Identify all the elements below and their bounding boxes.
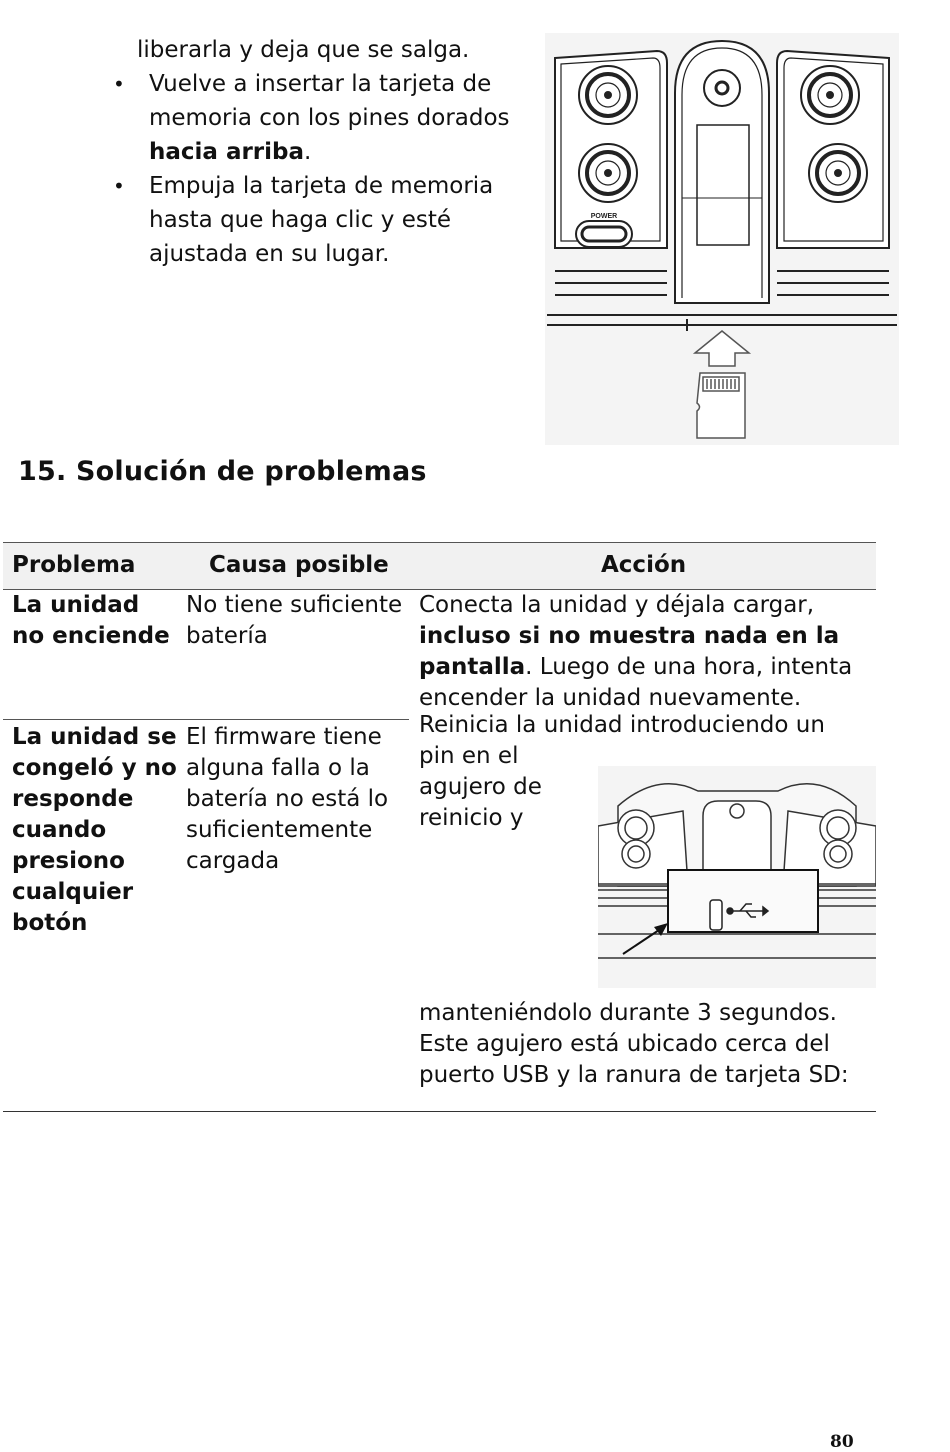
troubleshooting-table — [3, 542, 876, 1088]
table-header-row — [3, 542, 876, 590]
header-action: Acción — [601, 552, 687, 578]
header-cause: Causa posible — [209, 552, 389, 578]
intro-continuation: liberarla y deja que se salga. — [137, 37, 470, 63]
row1-cause: No tiene suficiente batería — [186, 592, 403, 649]
bullet-2-text: Empuja la tarjeta de memoria hasta que haga clic y esté ajustada en su lugar. — [149, 173, 494, 267]
intro-bullet-list — [110, 67, 530, 271]
table-bottom-rule — [3, 1111, 876, 1112]
center-unit-icon — [675, 41, 769, 303]
row1-action-post: . Luego de una hora, intenta encender la unidad nuevamente. — [419, 654, 853, 711]
row2-cause: El firmware tiene alguna falla o la batería no está lo suficientemente cargada — [186, 724, 389, 874]
header-problem: Problema — [12, 552, 136, 578]
power-label: POWER — [590, 213, 618, 220]
sd-slot-icon — [710, 900, 722, 930]
row2-problem: La unidad se congeló y no responde cuando presiono cualquier botón — [12, 724, 177, 936]
section-title: 15. Solución de problemas — [18, 456, 427, 487]
memory-card-icon — [697, 373, 745, 438]
row1-action — [419, 590, 871, 714]
bullet-1-bold: hacia arriba — [149, 139, 305, 165]
row1-action-pre: Conecta la unidad y déjala cargar, — [419, 592, 815, 618]
device-memory-card-illustration — [545, 33, 899, 445]
intro-instructions — [110, 33, 530, 271]
row1-action-bold: incluso si no muestra nada en la pantalla — [419, 623, 840, 680]
row2-action-line1: Reinicia la unidad introduciendo un — [419, 712, 825, 738]
page-number: 80 — [830, 1432, 854, 1452]
bullet-1-after: . — [304, 139, 312, 165]
row2-action-line2: pin en el — [419, 743, 519, 769]
right-speaker-icon — [777, 51, 889, 248]
row2-action-line3: agujero de — [419, 774, 542, 800]
row-divider — [3, 719, 409, 720]
row2-action-line4: reinicio y — [419, 805, 524, 831]
reset-hole-illustration — [598, 766, 876, 988]
intro-bullet-1 — [110, 67, 530, 169]
bullet-1-text: Vuelve a insertar la tarjeta de memoria con los pines dorados — [149, 71, 510, 131]
row1-problem: La unidad no enciende — [12, 592, 170, 649]
row2-action-after: manteniéndolo durante 3 segundos. Este agujero está ubicado cerca del puerto USB y la ranura de tarjeta SD: — [419, 1000, 849, 1088]
intro-bullet-2 — [110, 169, 530, 271]
usb-port-highlight — [668, 870, 818, 932]
